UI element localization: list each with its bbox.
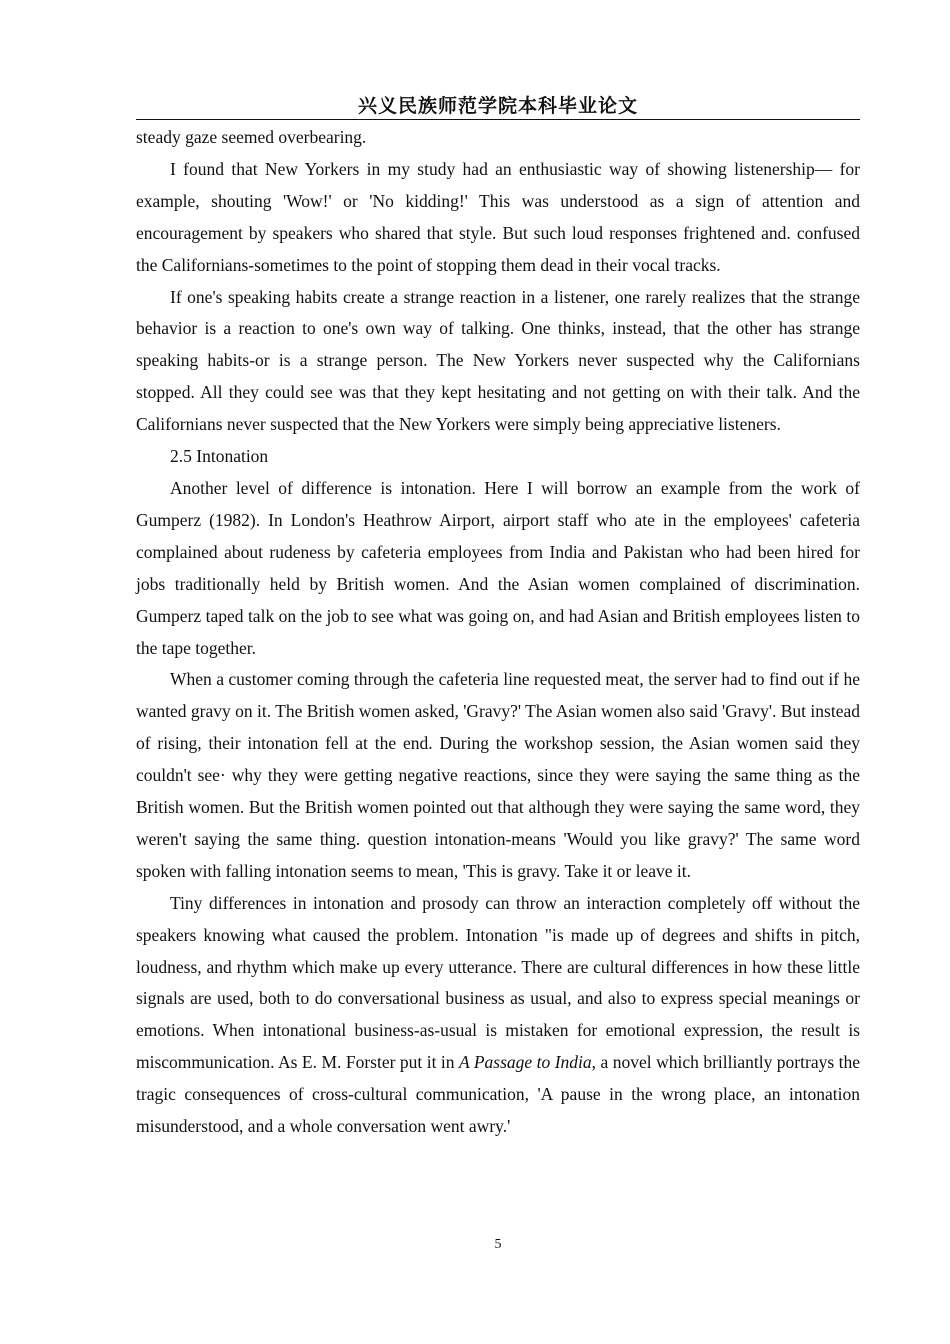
body-text bbox=[136, 122, 860, 1143]
paragraph-gumperz: Another level of difference is intonation. Here I will borrow an example from the work of Gumperz (1982). In London's Heathrow Airport, airport staff who ate in the employees' cafeteria complained about rudeness by cafeteria employees from India and Pakistan who had been hired for jobs traditionally held by British women. And the Asian women complained of discrimination. Gumperz taped talk on the job to see what was going on, and had Asian and British employees listen to the tape together. bbox=[136, 477, 860, 658]
paragraph-prosody bbox=[136, 888, 860, 1143]
paragraph-gravy: When a customer coming through the cafeteria line requested meat, the server had to find out if he wanted gravy on it. The British women asked, 'Gravy?' The Asian women also said 'Gravy'. But instead of rising, their intonation fell at the end. During the workshop session, the Asian women said they couldn't see· why they were getting negative reactions, since they were saying the same thing as the British women. But the British women pointed out that although they were saying the same word, they weren't saying the same thing. question intonation-means 'Would you like gravy?' The same word spoken with falling intonation seems to mean, 'This is gravy. Take it or leave it. bbox=[136, 669, 860, 881]
prosody-text-after: , a novel which brilliantly portrays the tragic consequences of cross-cultural communication, 'A pause in the wrong place, an intonation misunderstood, and a whole conversation went awry.' bbox=[136, 1052, 860, 1137]
page-number: 5 bbox=[494, 1237, 502, 1252]
header-rule bbox=[136, 119, 860, 120]
section-heading-intonation: 2.5 Intonation bbox=[170, 446, 269, 467]
running-header: 兴义民族师范学院本科毕业论文 bbox=[357, 95, 638, 117]
prosody-text-before: Tiny differences in intonation and prosody can throw an interaction completely off without the speakers knowing what caused the problem. Intonation "is made up of degrees and shifts in pitch, loudness, and rhythm which make up every utterance. There are cultural differences in how these little signals are used, both to do conversational business as usual, and also to express special meanings or emotions. When intonational business-as-usual is mistaken for emotional expression, the result is miscommunication. As E. M. Forster put it in bbox=[136, 892, 860, 1073]
paragraph-listenership: I found that New Yorkers in my study had an enthusiastic way of showing listenership— for example, shouting 'Wow!' or 'No kidding!' This was understood as a sign of attention and encouragement by speakers who shared that style. But such loud responses frightened and. confused the Californians-sometimes to the point of stopping them dead in their vocal tracks. bbox=[136, 158, 860, 275]
paragraph-speaking-habits: If one's speaking habits create a strange reaction in a listener, one rarely realizes that the strange behavior is a reaction to one's own way of talking. One thinks, instead, that the other has strange speaking habits-or is a strange person. The New Yorkers never suspected why the Californians stopped. All they could see was that they kept hesitating and not getting on with their talk. And the Californians never suspected that the New Yorkers were simply being appreciative listeners. bbox=[136, 286, 860, 435]
book-title: A Passage to India bbox=[459, 1052, 592, 1073]
paragraph-continuation: steady gaze seemed overbearing. bbox=[136, 127, 367, 147]
